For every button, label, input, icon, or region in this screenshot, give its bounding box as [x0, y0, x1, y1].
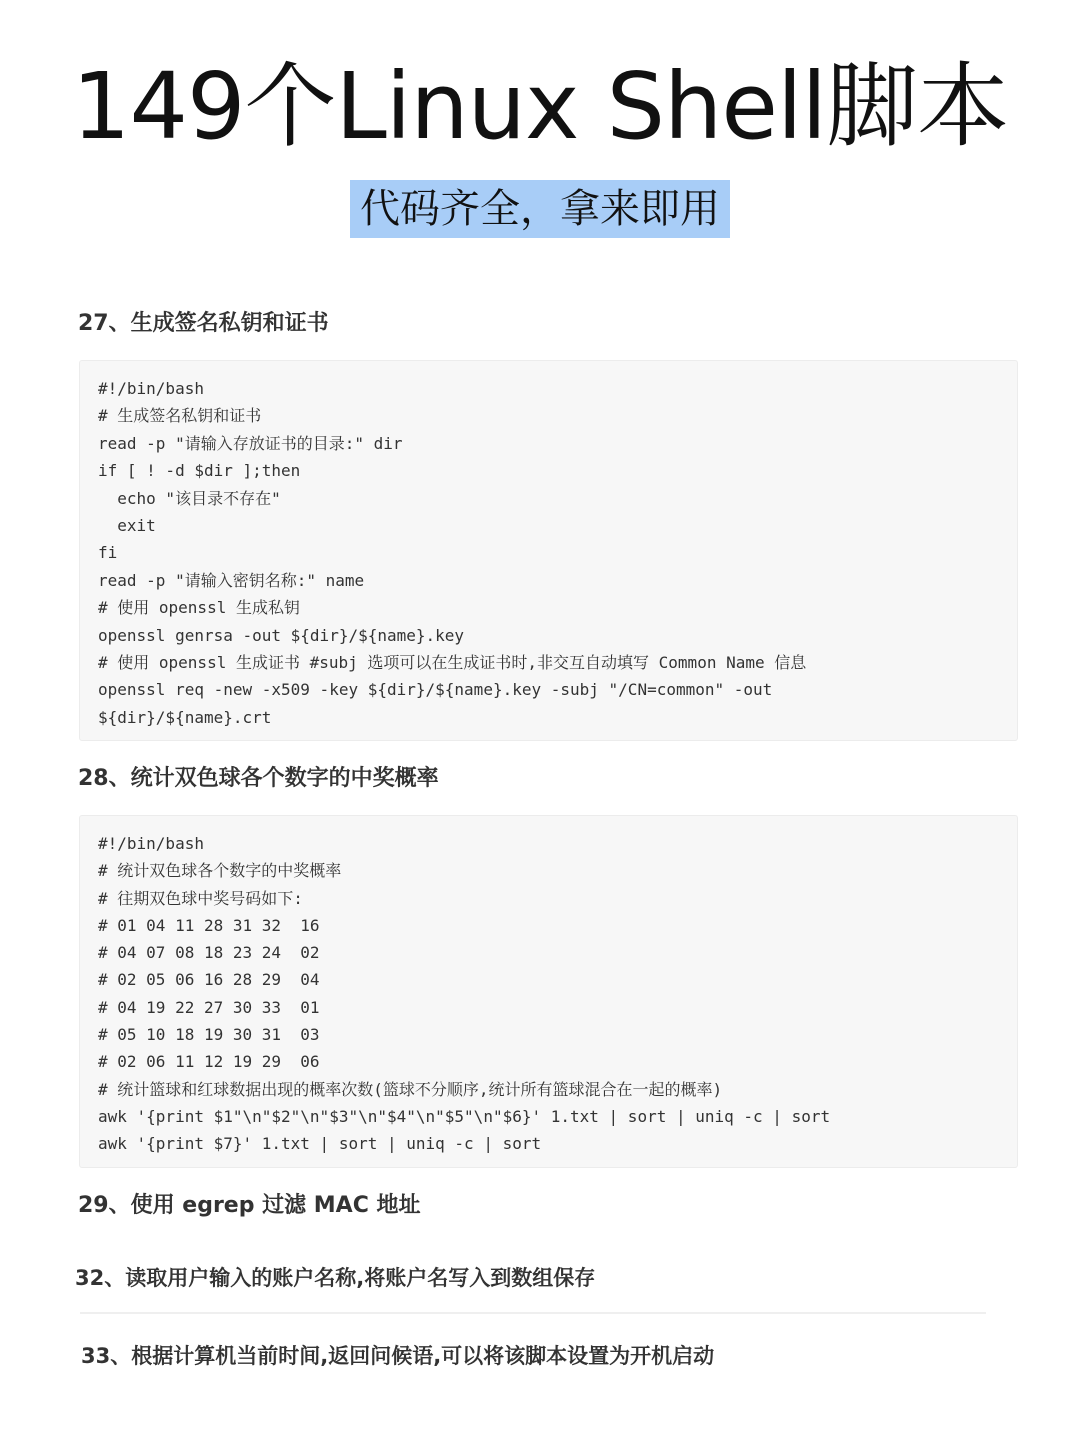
- code-line: read -p "请输入存放证书的目录:" dir: [98, 433, 403, 453]
- code-line: # 02 05 06 16 28 29 04: [98, 970, 320, 990]
- code-line: # 05 10 18 19 30 31 03: [98, 1025, 320, 1045]
- code-line: if [ ! -d $dir ];then: [98, 461, 301, 481]
- code-line: # 使用 openssl 生成证书 #subj 选项可以在生成证书时,非交互自动填写 Common Name 信息: [98, 652, 807, 672]
- code-block-28: [79, 815, 1018, 1168]
- code-line: openssl req -new -x509 -key ${dir}/${name}.key -subj "/CN=common" -out: [98, 680, 773, 700]
- section-heading-32: 32、读取用户输入的账户名称,将账户名写入到数组保存: [75, 1266, 596, 1290]
- subtitle-wrapper: [0, 180, 1080, 238]
- section-heading-29: 29、使用 egrep 过滤 MAC 地址: [78, 1193, 421, 1218]
- code-line: #!/bin/bash: [98, 834, 204, 853]
- code-line: # 统计篮球和红球数据出现的概率次数(篮球不分顺序,统计所有篮球混合在一起的概率): [98, 1079, 723, 1099]
- code-block-27: [79, 360, 1018, 741]
- code-line: # 04 19 22 27 30 33 01: [98, 997, 320, 1017]
- code-line: read -p "请输入密钥名称:" name: [98, 570, 365, 590]
- section-heading-28: 28、统计双色球各个数字的中奖概率: [78, 766, 439, 791]
- code-line: # 02 06 11 12 19 29 06: [98, 1052, 320, 1072]
- code-line: # 使用 openssl 生成私钥: [98, 598, 300, 618]
- code-line: # 04 07 08 18 23 24 02: [98, 943, 320, 963]
- page-subtitle: 代码齐全，拿来即用: [350, 180, 730, 238]
- code-line: exit: [98, 515, 156, 535]
- code-line: fi: [98, 543, 118, 563]
- code-line: # 01 04 11 28 31 32 16: [98, 915, 320, 935]
- code-line: openssl genrsa -out ${dir}/${name}.key: [98, 625, 465, 645]
- page-title: 149个Linux Shell脚本: [71, 53, 1009, 160]
- code-line: echo "该目录不存在": [98, 488, 281, 508]
- section-heading-27: 27、生成签名私钥和证书: [78, 311, 329, 336]
- code-line: # 往期双色球中奖号码如下:: [98, 888, 303, 908]
- code-line: # 生成签名私钥和证书: [98, 406, 262, 426]
- code-line: #!/bin/bash: [98, 379, 204, 398]
- section-heading-33: 33、根据计算机当前时间,返回问候语,可以将该脚本设置为开机启动: [81, 1344, 715, 1368]
- divider: [80, 1312, 986, 1314]
- code-line: awk '{print $1"\n"$2"\n"$3"\n"$4"\n"$5"\n"$6}' 1.txt | sort | uniq -c | sort: [98, 1106, 831, 1126]
- code-line: ${dir}/${name}.crt: [98, 707, 272, 727]
- code-line: # 统计双色球各个数字的中奖概率: [98, 861, 342, 881]
- code-line: awk '{print $7}' 1.txt | sort | uniq -c | sort: [98, 1134, 542, 1154]
